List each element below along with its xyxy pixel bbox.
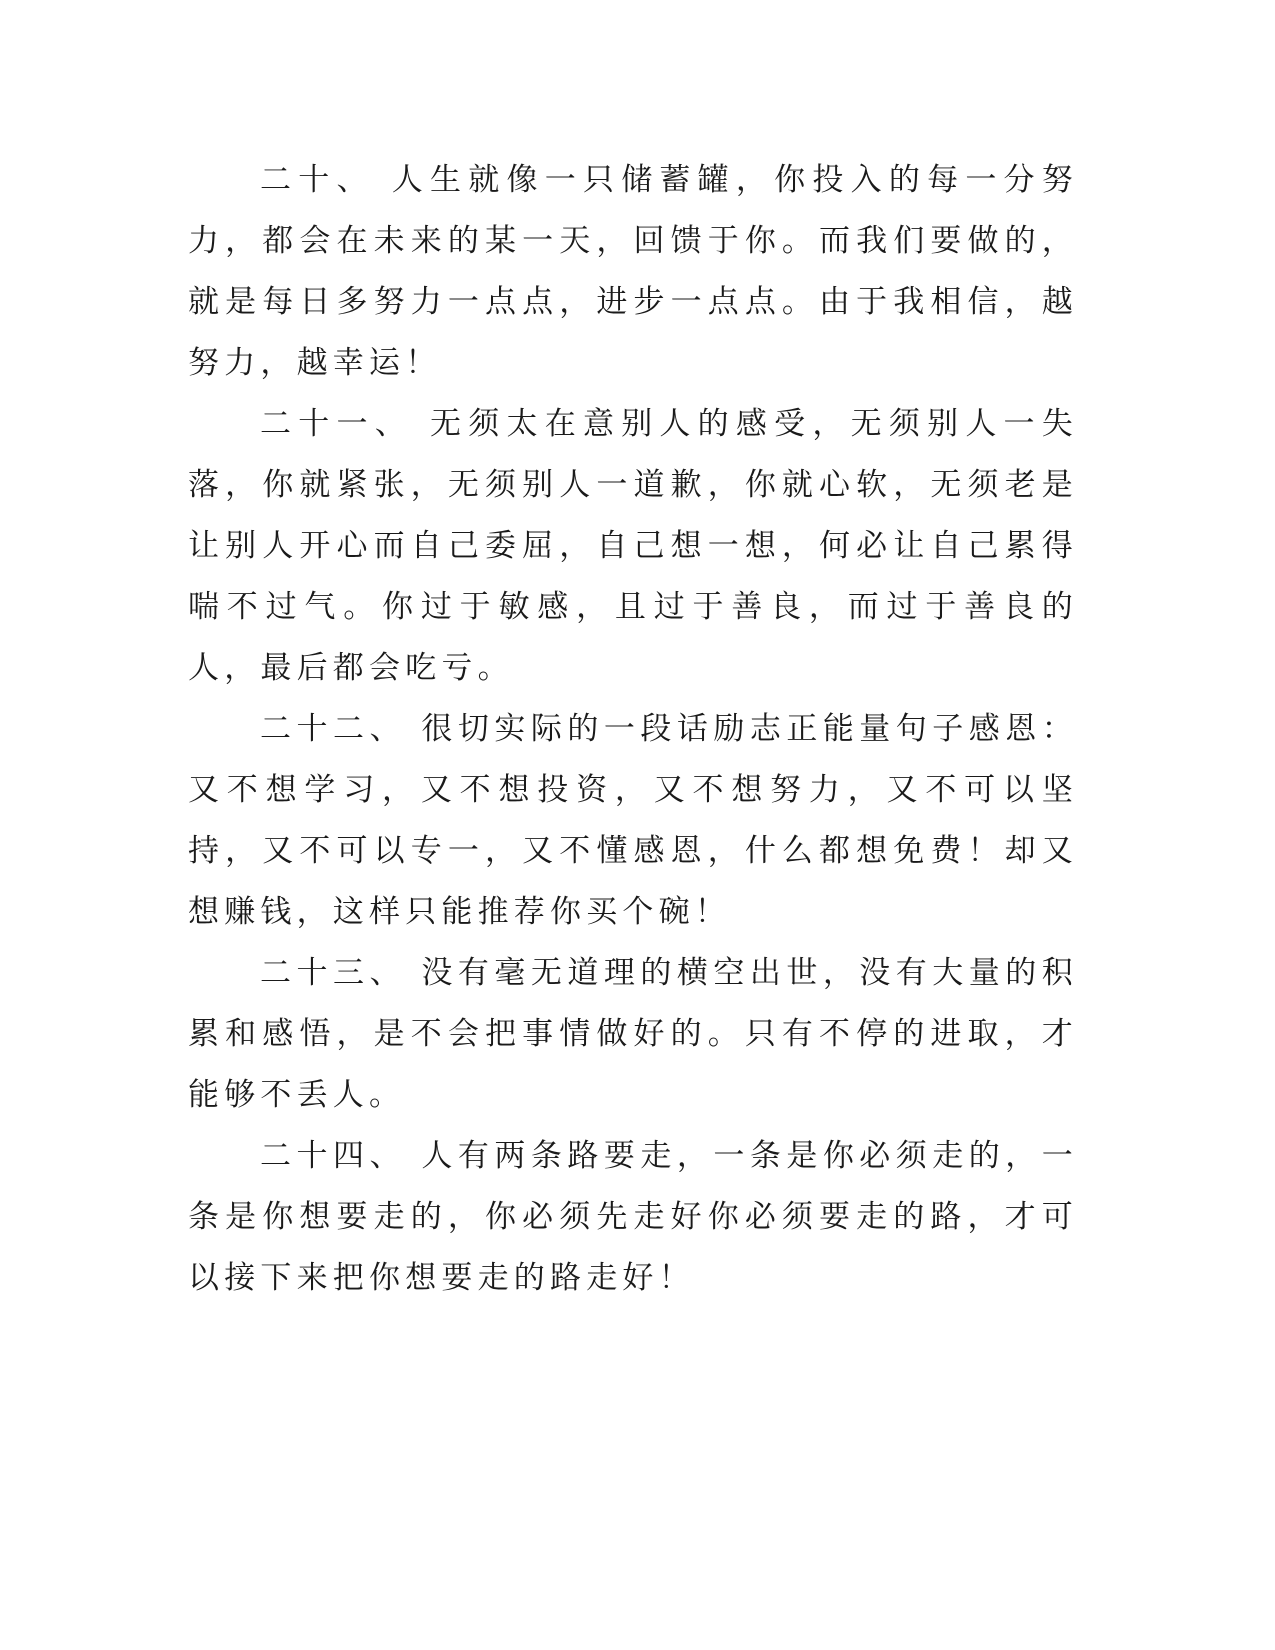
document-body [188, 150, 1078, 1309]
paragraph-20: 二十、 人生就像一只储蓄罐，你投入的每一分努力，都会在未来的某一天，回馈于你。而我们要做的，就是每日多努力一点点，进步一点点。由于我相信，越努力，越幸运！ [188, 162, 1078, 381]
paragraph-23: 二十三、 没有毫无道理的横空出世，没有大量的积累和感悟，是不会把事情做好的。只有不停的进取，才能够不丢人。 [188, 955, 1078, 1113]
paragraph-21: 二十一、 无须太在意别人的感受，无须别人一失落，你就紧张，无须别人一道歉，你就心软，无须老是让别人开心而自己委屈，自己想一想，何必让自己累得喘不过气。你过于敏感，且过于善良，而过于善良的人，最后都会吃亏。 [188, 406, 1078, 686]
paragraph-24: 二十四、 人有两条路要走，一条是你必须走的，一条是你想要走的，你必须先走好你必须要走的路，才可以接下来把你想要走的路走好！ [188, 1138, 1078, 1296]
paragraph-22: 二十二、 很切实际的一段话励志正能量句子感恩：又不想学习，又不想投资，又不想努力，又不可以坚持，又不可以专一，又不懂感恩，什么都想免费！却又想赚钱，这样只能推荐你买个碗！ [188, 711, 1078, 930]
